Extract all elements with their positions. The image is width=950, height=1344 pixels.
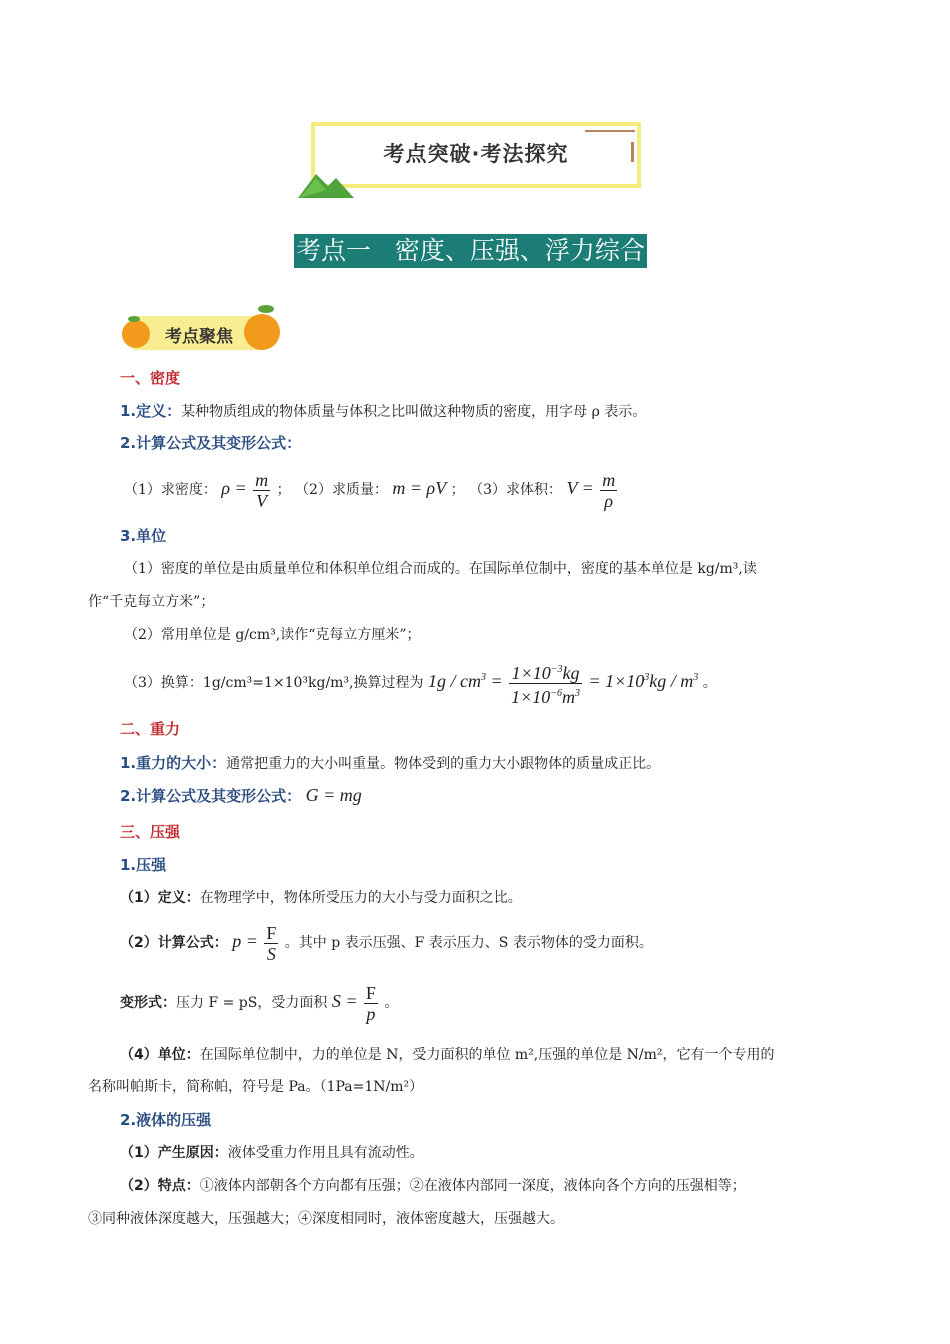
pressure-formula: （2）计算公式： p = $\frac{F}{S}$ 。其中 p 表示压强、F 表示压力、S 表示物体的受力面积。 [120, 922, 653, 964]
heading-gravity: 二、重力 [120, 720, 181, 738]
pressure-unit-line2: 名称叫帕斯卡，简称帕，符号是 Pa。（1Pa=1N/m²） [88, 1079, 424, 1095]
section-title: 考点一 密度、压强、浮力综合 [294, 234, 647, 268]
fraction: $\frac{m}{\rho}$ [602, 469, 616, 511]
density-unit-1-line1: （1）密度的单位是由质量单位和体积单位组合而成的。在国际单位制中，密度的基本单位是 kg/m³,读 [124, 561, 757, 577]
fraction: $\frac{F}{p}$ [365, 982, 376, 1024]
density-unit-2: （2）常用单位是 g/cm³,读作“克每立方厘米”； [124, 627, 421, 643]
fraction: $\frac{F}{S}$ [266, 922, 277, 964]
mountain-icon [296, 168, 356, 200]
banner-decor-line [585, 130, 635, 132]
density-definition: 1.定义：某种物质组成的物体质量与体积之比叫做这种物质的密度，用字母 ρ 表示。 [120, 402, 647, 420]
heading-pressure: 三、压强 [120, 823, 181, 841]
pressure-subheading: 1.压强 [120, 856, 167, 874]
pressure-unit-line1: （4）单位：在国际单位制中，力的单位是 N，受力面积的单位 m²,压强的单位是 N/m²，它有一个专用的 [120, 1047, 775, 1063]
pressure-definition: （1）定义：在物理学中，物体所受压力的大小与受力面积之比。 [120, 890, 522, 906]
liquid-pressure-features-line2: ③同种液体深度越大，压强越大；④深度相同时，液体密度越大，压强越大。 [88, 1211, 564, 1227]
gravity-formula: 2.计算公式及其变形公式： G = mg [120, 785, 362, 805]
heading-density: 一、密度 [120, 369, 181, 387]
liquid-pressure-features-line1: （2）特点：①液体内部朝各个方向都有压强；②在液体内部同一深度，液体向各个方向的压强相等； [120, 1178, 746, 1194]
badge-label: 考点聚焦 [165, 327, 233, 347]
density-unit-heading: 3.单位 [120, 527, 167, 545]
gravity-size: 1.重力的大小：通常把重力的大小叫重量。物体受到的重力大小跟物体的质量成正比。 [120, 754, 661, 772]
density-unit-3: （3）换算：1g/cm³=1×10³kg/m³,换算过程为 $1g / cm^3$ = $\frac{1\times 10^{-3}kg}{1\times 10^{-6}m^3}$ = $1\times 10^3kg / m^3$ 。 [124, 654, 717, 704]
density-formulas: （1）求密度： ρ = $\frac{m}{V}$ ； （2）求质量： m = ρV ； （3）求体积： V = $\frac{m}{\rho}$ [124, 469, 616, 511]
pressure-variant: 变形式：压力 F = pS，受力面积 S = $\frac{F}{p}$ 。 [120, 982, 399, 1024]
banner-title: 考点突破·考法探究 [383, 142, 569, 166]
liquid-pressure-heading: 2.液体的压强 [120, 1111, 212, 1129]
density-formula-heading: 2.计算公式及其变形公式： [120, 434, 302, 452]
fraction: $\frac{1\times 10^{-3}kg}{1\times 10^{-6}m^3}$ [509, 660, 582, 707]
liquid-pressure-cause: （1）产生原因：液体受重力作用且具有流动性。 [120, 1145, 424, 1161]
density-unit-1-line2: 作“千克每立方米”； [88, 594, 215, 610]
fraction: $\frac{m}{V}$ [255, 469, 269, 511]
